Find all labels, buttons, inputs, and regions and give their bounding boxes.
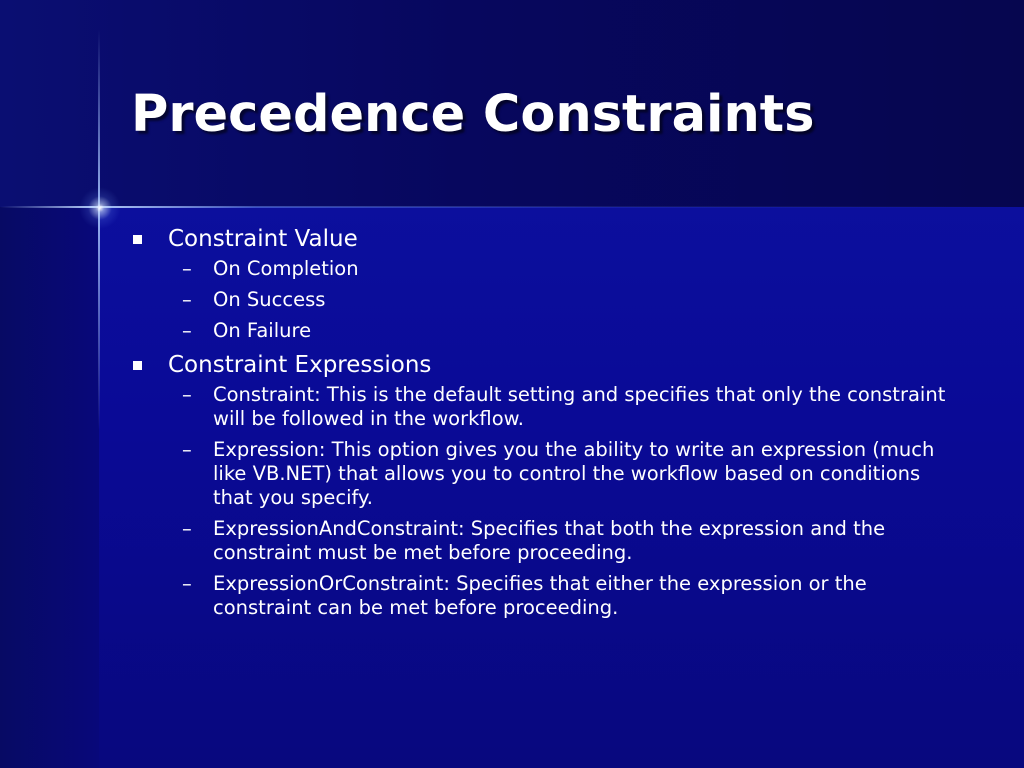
square-bullet-icon bbox=[133, 361, 142, 370]
dash-marker: – bbox=[182, 438, 192, 461]
sub-bullet-item bbox=[128, 438, 948, 510]
dash-marker: – bbox=[182, 319, 192, 342]
sub-list bbox=[128, 257, 948, 343]
sub-list bbox=[128, 383, 948, 620]
sub-bullet-text: ExpressionOrConstraint: Specifies that either the expression or the constraint can be met before proceeding. bbox=[213, 572, 867, 619]
horizontal-light-line bbox=[0, 206, 1024, 208]
dash-marker: – bbox=[182, 257, 192, 280]
sub-bullet-text: Expression: This option gives you the ability to write an expression (much like VB.NET) that allows you to control the workflow based on conditions that you specify. bbox=[213, 438, 935, 509]
sub-bullet-text: ExpressionAndConstraint: Specifies that both the expression and the constraint must be met before proceeding. bbox=[213, 517, 886, 564]
dash-marker: – bbox=[182, 383, 192, 406]
sparkle-icon bbox=[79, 187, 121, 229]
dash-marker: – bbox=[182, 288, 192, 311]
sub-bullet-text: Constraint: This is the default setting and specifies that only the constraint will be followed in the workflow. bbox=[213, 383, 946, 430]
bullet-item bbox=[128, 350, 948, 380]
sub-bullet-text: On Success bbox=[213, 288, 326, 311]
sub-bullet-item bbox=[128, 383, 948, 431]
sub-bullet-item bbox=[128, 517, 948, 565]
sub-bullet-text: On Completion bbox=[213, 257, 359, 280]
slide-title: Precedence Constraints bbox=[131, 85, 815, 144]
sub-bullet-text: On Failure bbox=[213, 319, 312, 342]
left-band bbox=[0, 207, 99, 768]
dash-marker: – bbox=[182, 572, 192, 595]
sub-bullet-item bbox=[128, 319, 948, 343]
sub-bullet-item bbox=[128, 257, 948, 281]
bullet-item bbox=[128, 224, 948, 254]
bullet-list bbox=[128, 224, 948, 627]
dash-marker: – bbox=[182, 517, 192, 540]
sub-bullet-item bbox=[128, 572, 948, 620]
sub-bullet-item bbox=[128, 288, 948, 312]
square-bullet-icon bbox=[133, 235, 142, 244]
bullet-text: Constraint Value bbox=[168, 226, 358, 252]
bullet-text: Constraint Expressions bbox=[168, 352, 432, 378]
vertical-light-line bbox=[98, 30, 100, 430]
